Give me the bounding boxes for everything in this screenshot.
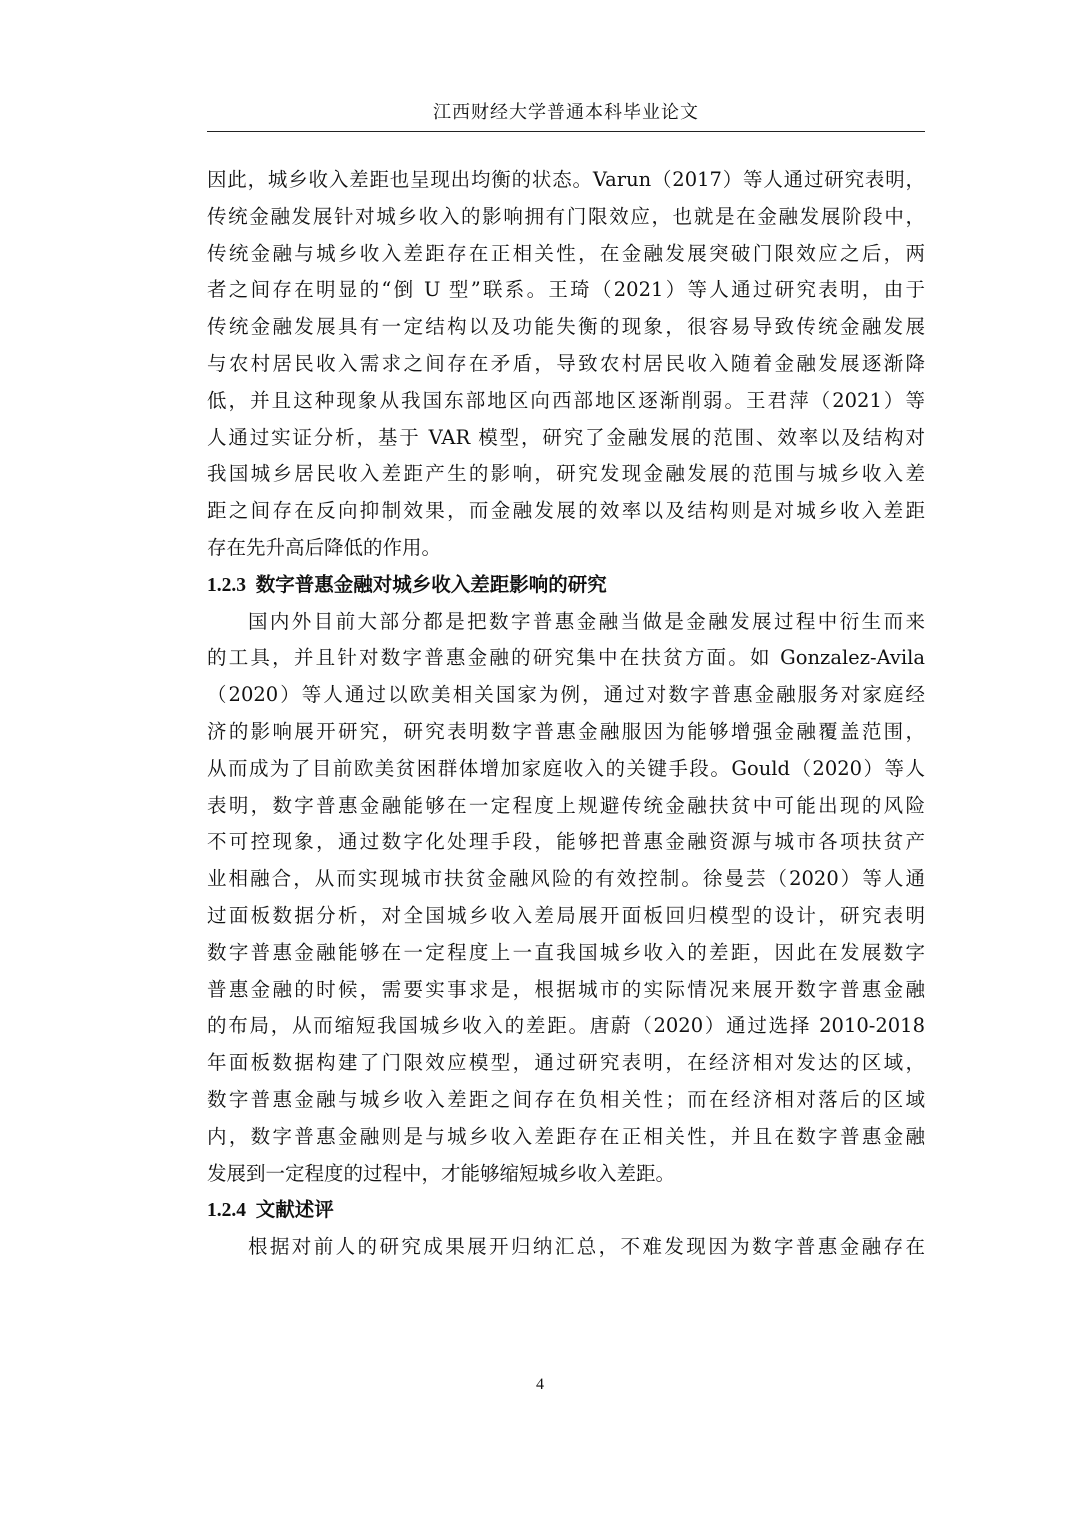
section-number: 1.2.4 <box>207 1200 246 1222</box>
text-line: 与农村居民收入需求之间存在矛盾，导致农村居民收入随着金融发展逐渐降 <box>207 351 925 375</box>
text-line: 传统金融发展具有一定结构以及功能失衡的现象，很容易导致传统金融发展 <box>207 315 925 339</box>
text-line: 年面板数据构建了门限效应模型，通过研究表明，在经济相对发达的区域， <box>207 1051 925 1075</box>
text-line: 的工具，并且针对数字普惠金融的研究集中在扶贫方面。如 Gonzalez-Avila <box>207 646 925 670</box>
text-line: 人通过实证分析，基于 VAR 模型，研究了金融发展的范围、效率以及结构对 <box>207 425 925 449</box>
text-line: 的布局，从而缩短我国城乡收入的差距。唐蔚（2020）通过选择 2010-2018 <box>207 1014 925 1038</box>
text-line: 普惠金融的时候，需要实事求是，根据城市的实际情况来展开数字普惠金融 <box>207 977 925 1001</box>
text-line: 数字普惠金融与城乡收入差距之间存在负相关性；而在经济相对落后的区域 <box>207 1087 925 1111</box>
page-number: 4 <box>536 1376 544 1393</box>
text-line: 济的影响展开研究，研究表明数字普惠金融服因为能够增强金融覆盖范围， <box>207 719 925 743</box>
text-line: 传统金融与城乡收入差距存在正相关性，在金融发展突破门限效应之后，两 <box>207 241 925 265</box>
paragraph-1 <box>207 162 925 567</box>
text-line: 低，并且这种现象从我国东部地区向西部地区逐渐削弱。王君萍（2021）等 <box>207 388 925 412</box>
text-line: 不可控现象，通过数字化处理手段，能够把普惠金融资源与城市各项扶贫产 <box>207 830 925 854</box>
text-line: 过面板数据分析，对全国城乡收入差局展开面板回归模型的设计，研究表明 <box>207 903 925 927</box>
text-line: （2020）等人通过以欧美相关国家为例，通过对数字普惠金融服务对家庭经 <box>207 683 925 707</box>
header-rule <box>207 131 925 132</box>
text-line: 发展到一定程度的过程中，才能够缩短城乡收入差距。 <box>207 1161 676 1185</box>
section-number: 1.2.3 <box>207 574 246 596</box>
document-body <box>207 162 925 1266</box>
section-heading-1-2-4 <box>207 1192 925 1229</box>
text-line: 表明，数字普惠金融能够在一定程度上规避传统金融扶贫中可能出现的风险 <box>207 793 925 817</box>
text-line: 从而成为了目前欧美贫困群体增加家庭收入的关键手段。Gould（2020）等人 <box>207 756 925 780</box>
text-line: 国内外目前大部分都是把数字普惠金融当做是金融发展过程中衍生而来 <box>247 609 925 633</box>
paragraph-2 <box>207 604 925 1193</box>
text-line: 我国城乡居民收入差距产生的影响，研究发现金融发展的范围与城乡收入差 <box>207 462 925 486</box>
text-line: 业相融合，从而实现城市扶贫金融风险的有效控制。徐曼芸（2020）等人通 <box>207 867 925 891</box>
section-title: 数字普惠金融对城乡收入差距影响的研究 <box>255 572 607 596</box>
text-line: 传统金融发展针对城乡收入的影响拥有门限效应，也就是在金融发展阶段中， <box>207 204 925 228</box>
text-line: 存在先升高后降低的作用。 <box>207 535 442 559</box>
running-header: 江西财经大学普通本科毕业论文 <box>433 102 699 123</box>
text-line: 根据对前人的研究成果展开归纳汇总，不难发现因为数字普惠金融存在 <box>247 1235 925 1259</box>
text-line: 内，数字普惠金融则是与城乡收入差距存在正相关性，并且在数字普惠金融 <box>207 1124 925 1148</box>
text-line: 因此，城乡收入差距也呈现出均衡的状态。Varun（2017）等人通过研究表明， <box>207 168 925 191</box>
section-heading-1-2-3 <box>207 567 925 604</box>
paragraph-3 <box>207 1229 925 1266</box>
section-title: 文献述评 <box>255 1198 334 1222</box>
text-line: 数字普惠金融能够在一定程度上一直我国城乡收入的差距，因此在发展数字 <box>207 940 925 964</box>
text-line: 距之间存在反向抑制效果，而金融发展的效率以及结构则是对城乡收入差距 <box>207 499 925 523</box>
text-line: 者之间存在明显的“倒 U 型”联系。王琦（2021）等人通过研究表明，由于 <box>207 278 925 302</box>
